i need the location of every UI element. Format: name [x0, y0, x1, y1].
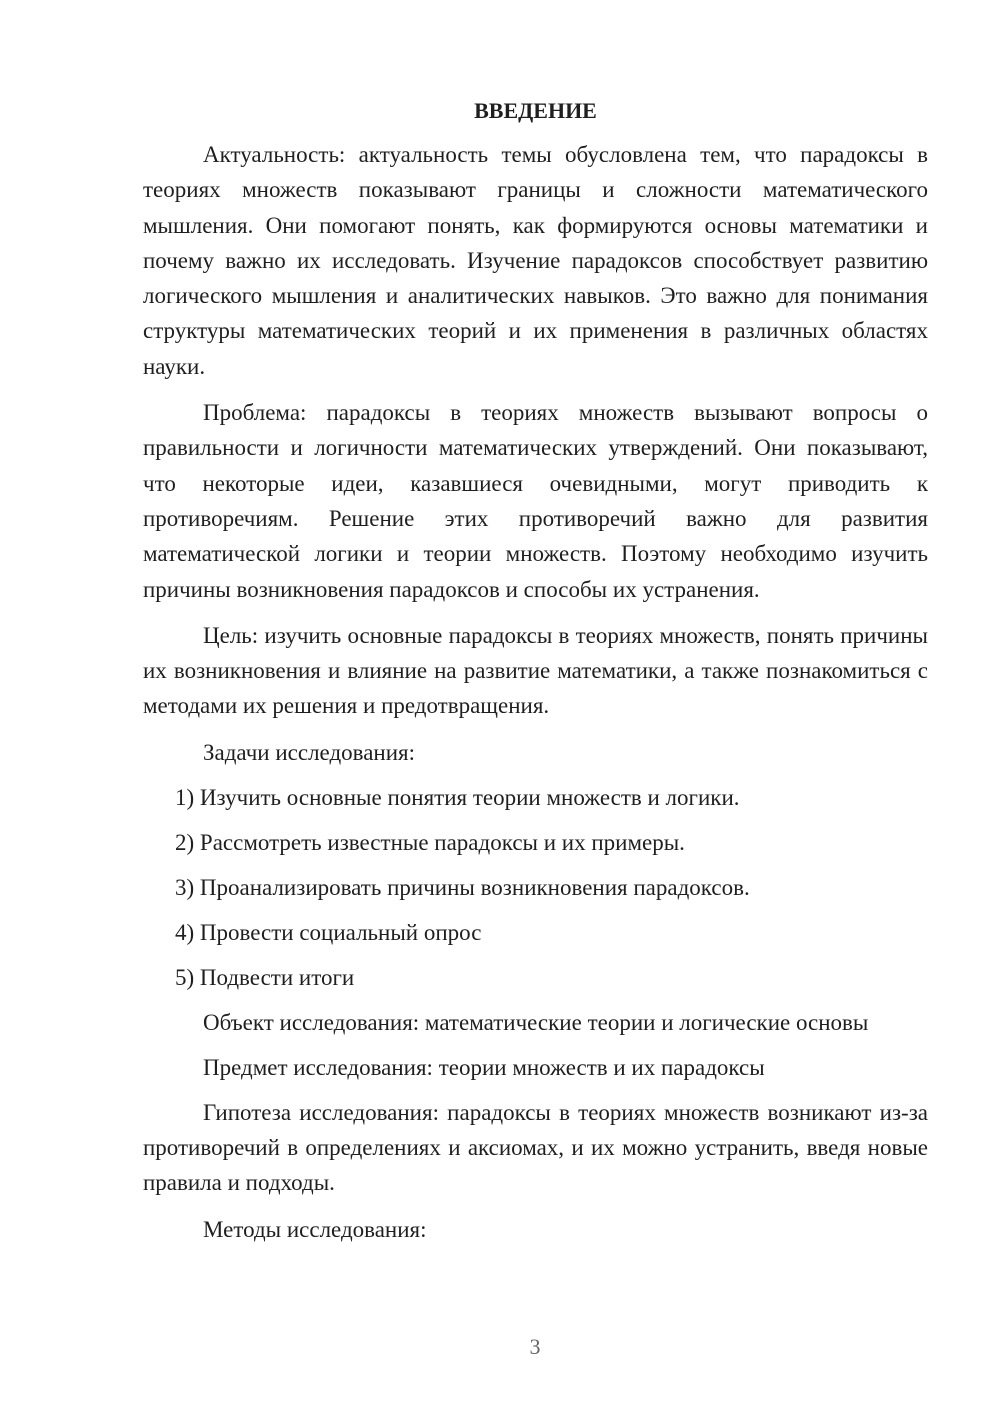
- subject-paragraph: Предмет исследования: теории множеств и их парадоксы: [203, 1054, 765, 1080]
- object-paragraph: Объект исследования: математические теории и логические основы: [203, 1009, 869, 1035]
- task-item: 4) Провести социальный опрос: [175, 919, 482, 945]
- page-number: 3: [529, 1334, 541, 1359]
- document-page: [143, 96, 928, 1257]
- task-item: 5) Подвести итоги: [175, 964, 355, 990]
- task-item: 3) Проанализировать причины возникновения парадоксов.: [175, 874, 750, 900]
- tasks-list: [143, 780, 928, 995]
- relevance-paragraph: Актуальность: актуальность темы обусловлена тем, что парадоксы в теориях множеств показывают границы и сложности математического мышления. Они помогают понять, как формируются основы математики и почему важно их исследовать. Изучение парадоксов способствует развитию логического мышления и аналитических навыков. Это важно для понимания структуры математических теорий и их применения в различных областях науки.: [143, 142, 928, 379]
- task-item: 2) Рассмотреть известные парадоксы и их примеры.: [175, 829, 685, 855]
- tasks-heading: Задачи исследования:: [203, 739, 416, 765]
- task-item: 1) Изучить основные понятия теории множеств и логики.: [175, 784, 740, 810]
- page-title: ВВЕДЕНИЕ: [474, 98, 597, 123]
- methods-heading: Методы исследования:: [203, 1216, 427, 1242]
- goal-paragraph: Цель: изучить основные парадоксы в теориях множеств, понять причины их возникновения и влияние на развитие математики, а также познакомиться с методами их решения и предотвращения.: [143, 622, 928, 719]
- problem-paragraph: Проблема: парадоксы в теориях множеств вызывают вопросы о правильности и логичности математических утверждений. Они показывают, что некоторые идеи, казавшиеся очевидными, могут приводить к противоречиям. Решение этих противоречий важно для развития математической логики и теории множеств. Поэтому необходимо изучить причины возникновения парадоксов и способы их устранения.: [143, 400, 928, 602]
- hypothesis-paragraph: Гипотеза исследования: парадоксы в теориях множеств возникают из-за противоречий в определениях и аксиомах, и их можно устранить, введя новые правила и подходы.: [143, 1099, 928, 1196]
